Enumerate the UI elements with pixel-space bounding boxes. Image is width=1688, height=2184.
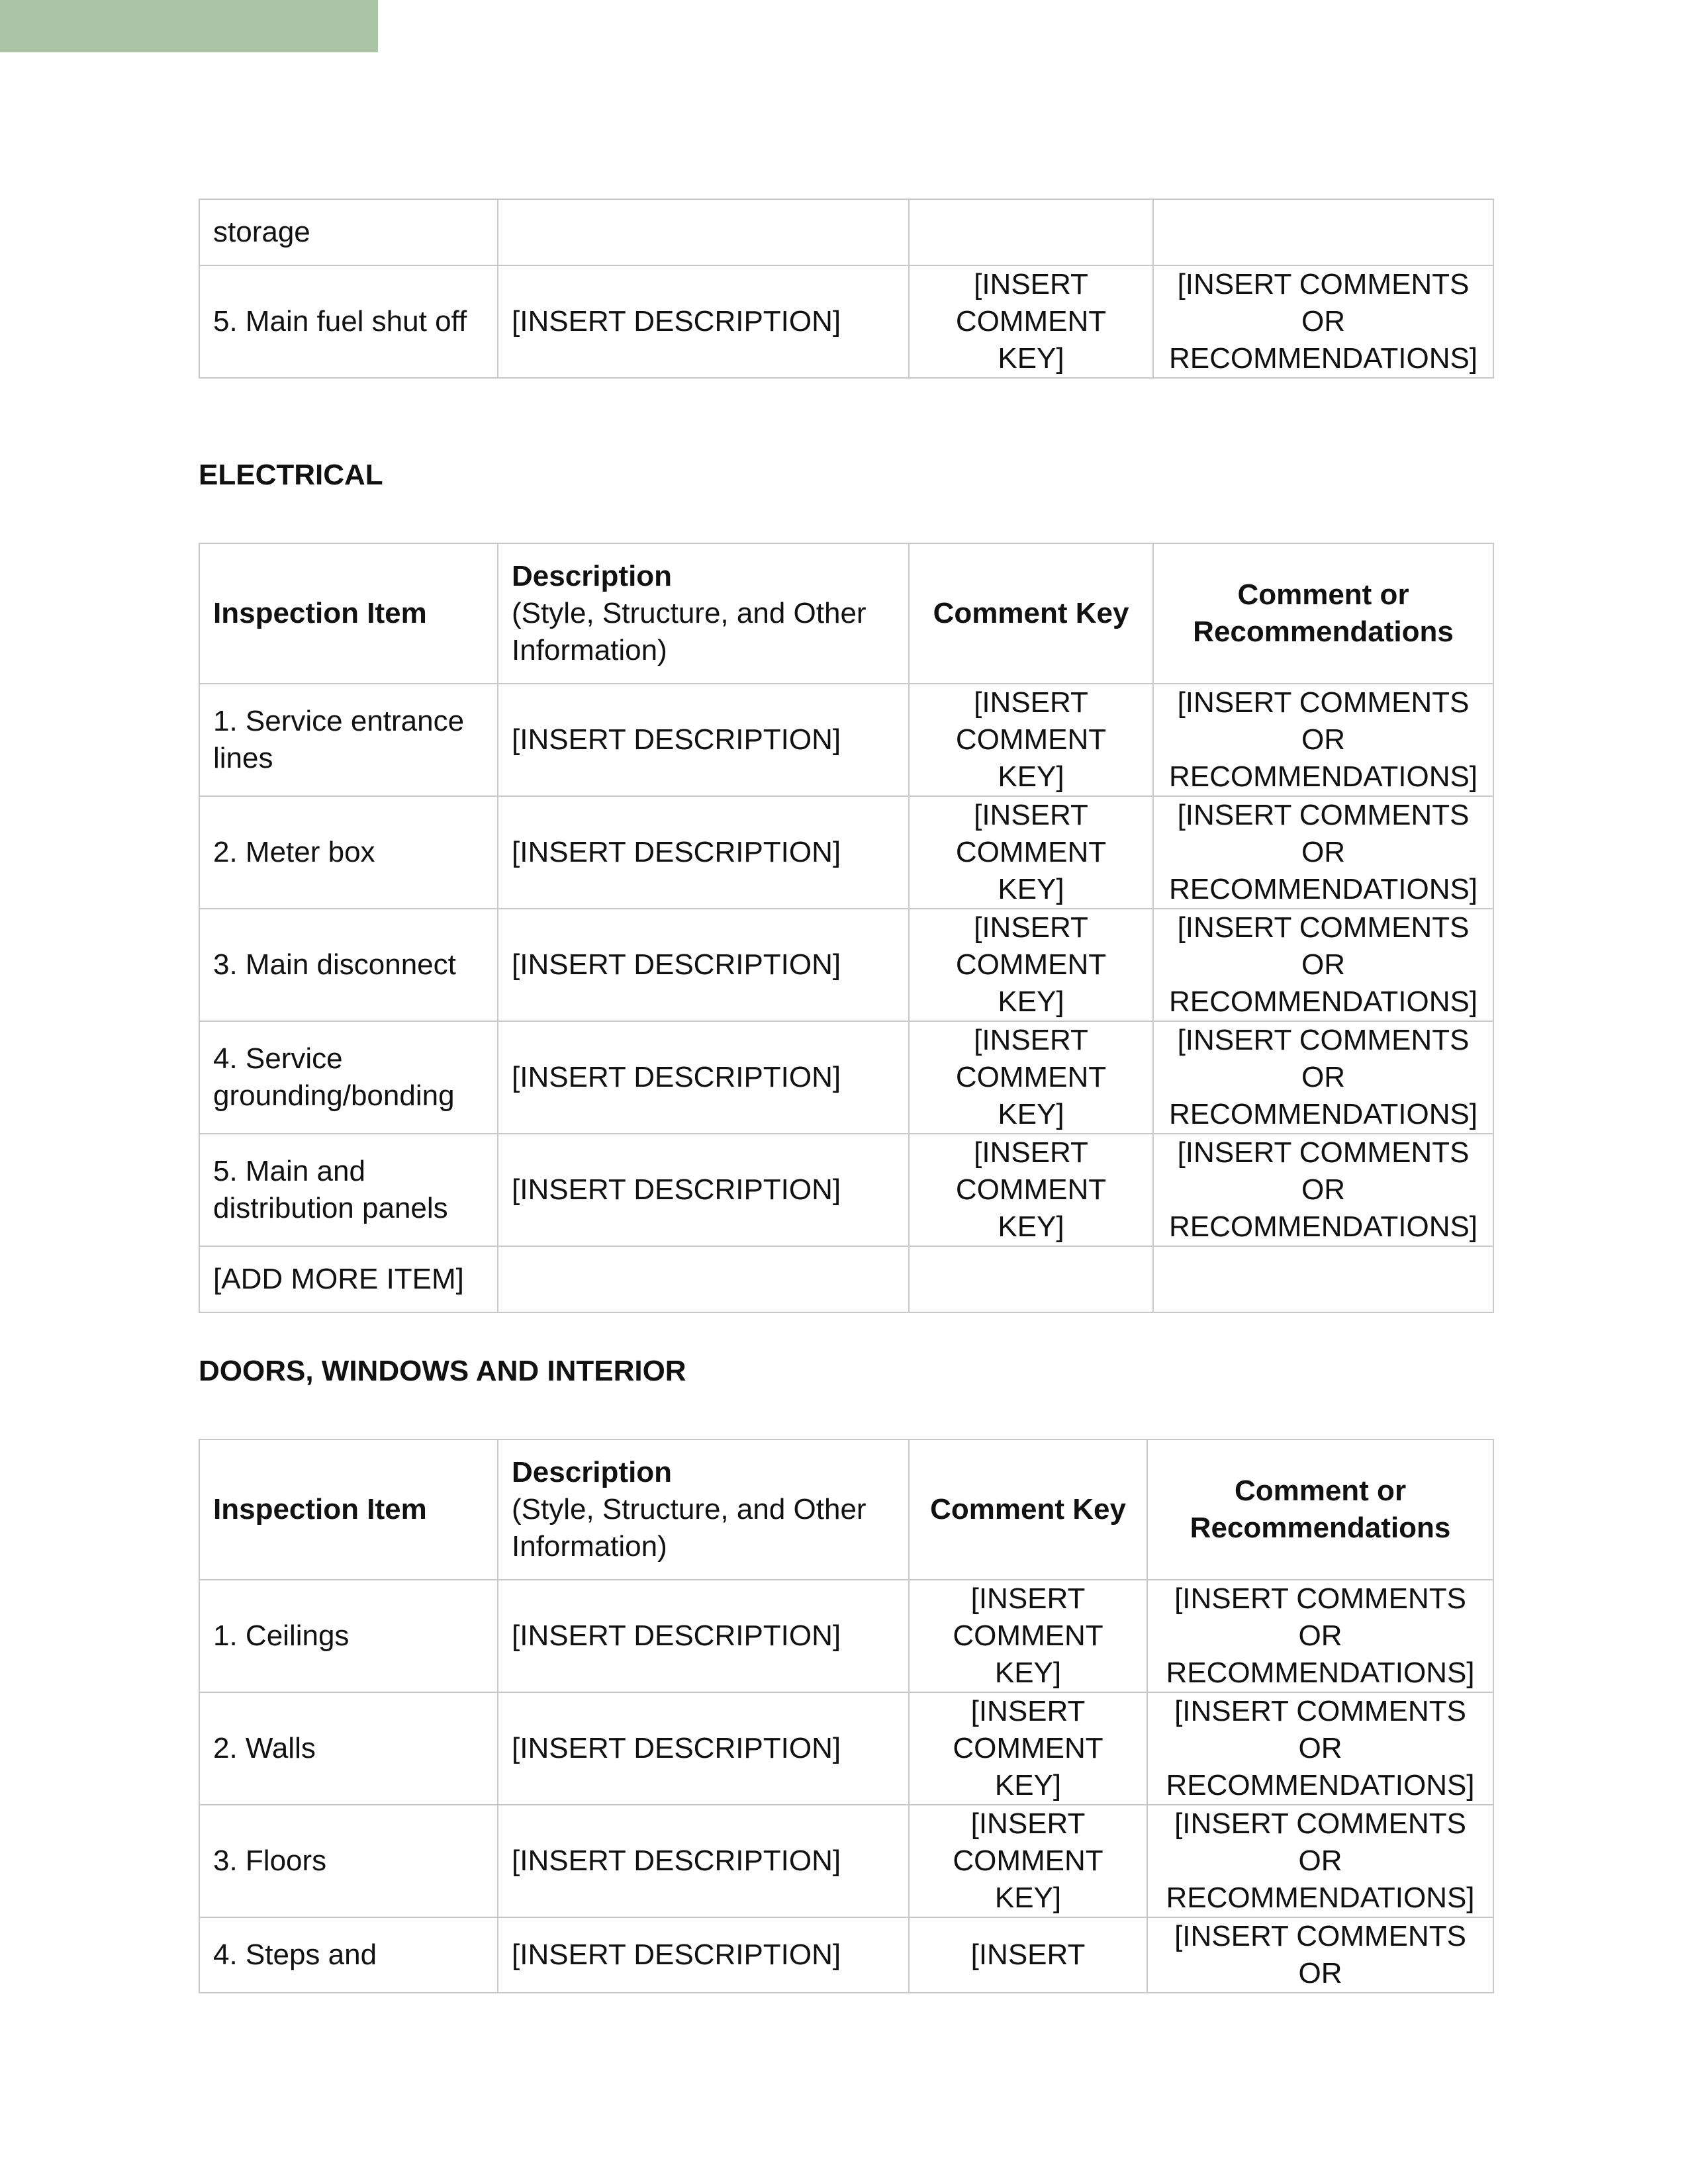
comment-cell[interactable]: [INSERT COMMENTS OR RECOMMENDATIONS] <box>1153 796 1493 909</box>
section-heading-doors-windows-interior: DOORS, WINDOWS AND INTERIOR <box>199 1355 686 1387</box>
description-cell[interactable]: [INSERT DESCRIPTION] <box>498 265 909 378</box>
table-row <box>199 1805 1493 1917</box>
comment-cell[interactable]: [INSERT COMMENTS OR RECOMMENDATIONS] <box>1147 1580 1493 1692</box>
comment-cell[interactable] <box>1153 1246 1493 1312</box>
inspection-item-cell: 3. Main disconnect <box>199 909 498 1021</box>
table-row <box>199 1134 1493 1246</box>
add-more-item-cell[interactable]: [ADD MORE ITEM] <box>199 1246 498 1312</box>
comment-cell[interactable]: [INSERT COMMENTS OR RECOMMENDATIONS] <box>1147 1805 1493 1917</box>
comment-cell[interactable]: [INSERT COMMENTS OR RECOMMENDATIONS] <box>1153 265 1493 378</box>
table-header-row <box>199 1439 1493 1580</box>
comment-cell[interactable]: [INSERT COMMENTS OR <box>1147 1917 1493 1993</box>
comment-key-cell[interactable] <box>909 1246 1153 1312</box>
section-heading-electrical: ELECTRICAL <box>199 459 383 491</box>
column-header-description-title: Description <box>512 560 673 592</box>
column-header-comment: Comment or Recommendations <box>1147 1439 1493 1580</box>
comment-cell[interactable]: [INSERT COMMENTS OR RECOMMENDATIONS] <box>1153 684 1493 796</box>
column-header-description-subtitle: (Style, Structure, and Other Information) <box>512 597 867 666</box>
comment-key-cell[interactable]: [INSERT COMMENT KEY] <box>909 1692 1147 1805</box>
description-cell[interactable]: [INSERT DESCRIPTION] <box>498 1134 909 1246</box>
inspection-item-cell: 2. Walls <box>199 1692 498 1805</box>
description-cell[interactable]: [INSERT DESCRIPTION] <box>498 684 909 796</box>
comment-cell[interactable]: [INSERT COMMENTS OR RECOMMENDATIONS] <box>1153 909 1493 1021</box>
inspection-item-cell: 1. Service entrance lines <box>199 684 498 796</box>
description-cell[interactable]: [INSERT DESCRIPTION] <box>498 909 909 1021</box>
comment-key-cell[interactable]: [INSERT COMMENT KEY] <box>909 1021 1153 1134</box>
table-row <box>199 1021 1493 1134</box>
table-row <box>199 1580 1493 1692</box>
electrical-table <box>199 543 1494 1313</box>
column-header-inspection-item: Inspection Item <box>199 543 498 684</box>
comment-key-cell[interactable] <box>909 199 1153 265</box>
comment-key-cell[interactable]: [INSERT <box>909 1917 1147 1993</box>
comment-key-cell[interactable]: [INSERT COMMENT KEY] <box>909 1580 1147 1692</box>
column-header-comment-key: Comment Key <box>909 1439 1147 1580</box>
column-header-description <box>498 543 909 684</box>
table-row <box>199 1917 1493 1993</box>
inspection-item-cell: 4. Steps and <box>199 1917 498 1993</box>
table-row <box>199 1692 1493 1805</box>
inspection-item-cell: 5. Main and distribution panels <box>199 1134 498 1246</box>
header-accent-tab <box>0 0 378 52</box>
table-row <box>199 909 1493 1021</box>
comment-key-cell[interactable]: [INSERT COMMENT KEY] <box>909 265 1153 378</box>
description-cell[interactable] <box>498 1246 909 1312</box>
column-header-description-subtitle: (Style, Structure, and Other Information) <box>512 1493 867 1563</box>
description-cell[interactable]: [INSERT DESCRIPTION] <box>498 796 909 909</box>
comment-key-cell[interactable]: [INSERT COMMENT KEY] <box>909 1805 1147 1917</box>
comment-cell[interactable]: [INSERT COMMENTS OR RECOMMENDATIONS] <box>1153 1021 1493 1134</box>
comment-key-cell[interactable]: [INSERT COMMENT KEY] <box>909 796 1153 909</box>
comment-key-cell[interactable]: [INSERT COMMENT KEY] <box>909 1134 1153 1246</box>
description-cell[interactable]: [INSERT DESCRIPTION] <box>498 1692 909 1805</box>
column-header-comment-key: Comment Key <box>909 543 1153 684</box>
description-cell[interactable]: [INSERT DESCRIPTION] <box>498 1580 909 1692</box>
inspection-item-cell: 5. Main fuel shut off <box>199 265 498 378</box>
inspection-item-cell: 1. Ceilings <box>199 1580 498 1692</box>
comment-cell[interactable]: [INSERT COMMENTS OR RECOMMENDATIONS] <box>1147 1692 1493 1805</box>
table-row <box>199 199 1493 265</box>
table-row <box>199 796 1493 909</box>
table-row <box>199 684 1493 796</box>
inspection-item-cell: 4. Service grounding/bonding <box>199 1021 498 1134</box>
description-cell[interactable]: [INSERT DESCRIPTION] <box>498 1805 909 1917</box>
description-cell[interactable]: [INSERT DESCRIPTION] <box>498 1917 909 1993</box>
comment-key-cell[interactable]: [INSERT COMMENT KEY] <box>909 909 1153 1021</box>
comment-key-cell[interactable]: [INSERT COMMENT KEY] <box>909 684 1153 796</box>
description-cell[interactable] <box>498 199 909 265</box>
comment-cell[interactable]: [INSERT COMMENTS OR RECOMMENDATIONS] <box>1153 1134 1493 1246</box>
column-header-description-title: Description <box>512 1456 673 1488</box>
column-header-comment: Comment or Recommendations <box>1153 543 1493 684</box>
inspection-item-cell: 3. Floors <box>199 1805 498 1917</box>
comment-cell[interactable] <box>1153 199 1493 265</box>
table-header-row <box>199 543 1493 684</box>
inspection-item-cell: 2. Meter box <box>199 796 498 909</box>
column-header-description <box>498 1439 909 1580</box>
table-row <box>199 265 1493 378</box>
doors-windows-interior-table <box>199 1439 1494 1993</box>
description-cell[interactable]: [INSERT DESCRIPTION] <box>498 1021 909 1134</box>
table-row <box>199 1246 1493 1312</box>
column-header-inspection-item: Inspection Item <box>199 1439 498 1580</box>
inspection-item-cell: storage <box>199 199 498 265</box>
continued-table <box>199 199 1494 379</box>
